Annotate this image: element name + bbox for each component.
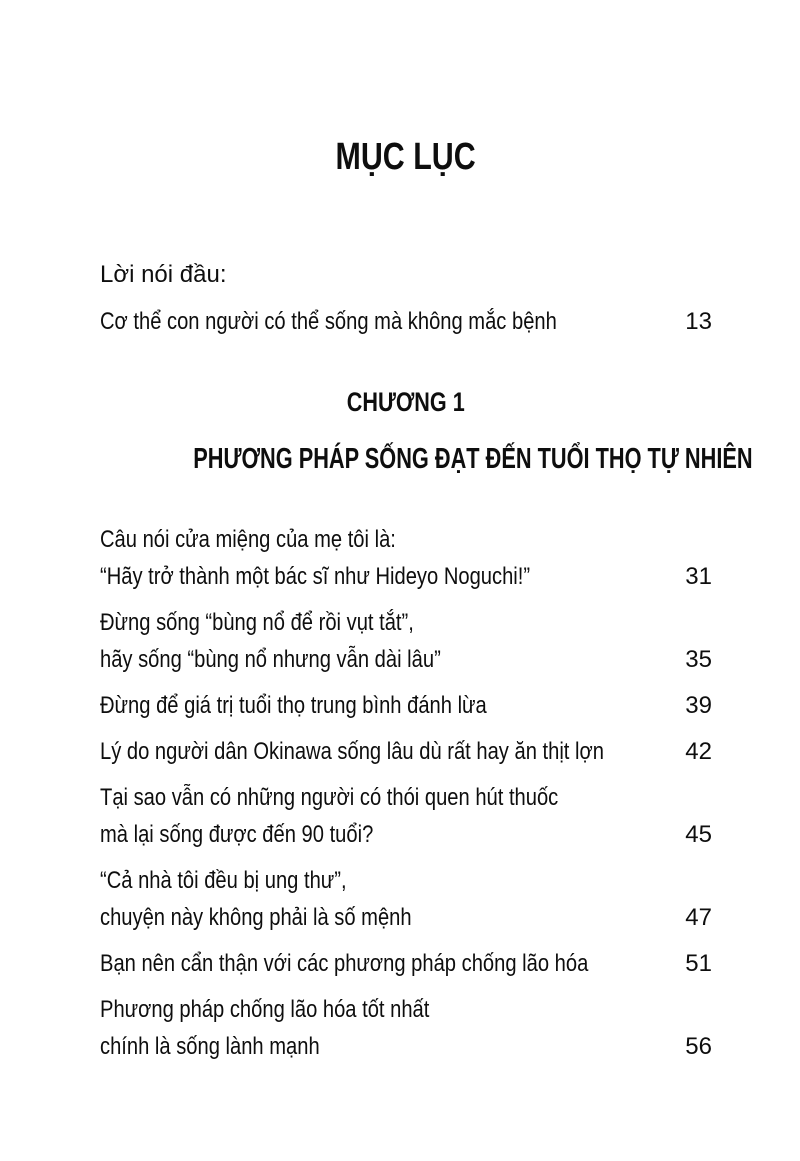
toc-entry-title xyxy=(100,604,614,678)
toc-list xyxy=(100,521,712,1065)
toc-entry-page-number: 47 xyxy=(685,903,712,931)
toc-entry xyxy=(100,862,712,936)
toc-entry-title xyxy=(100,991,614,1065)
toc-entry xyxy=(100,604,712,678)
toc-entry-line: “Cả nhà tôi đều bị ung thư”, xyxy=(100,866,347,894)
toc-entry-line: mà lại sống được đến 90 tuổi? xyxy=(100,820,374,848)
toc-entry-page-number: 42 xyxy=(685,737,712,765)
toc-entry xyxy=(100,945,712,982)
toc-entry-title xyxy=(100,779,614,853)
toc-entry xyxy=(100,687,712,724)
toc-entry-line: Câu nói cửa miệng của mẹ tôi là: xyxy=(100,525,396,553)
toc-entry-page-number: 45 xyxy=(685,820,712,848)
toc-entry-page-number: 31 xyxy=(685,562,712,590)
page-title-text: MỤC LỤC xyxy=(335,136,477,178)
page-title xyxy=(100,136,712,180)
toc-entry-page-number: 39 xyxy=(685,691,712,719)
toc-entry-title xyxy=(100,521,614,595)
toc-entry-line: Phương pháp chống lão hóa tốt nhất xyxy=(100,995,430,1023)
preface-title-text: Cơ thể con người có thể sống mà không mắc bệnh xyxy=(100,307,557,335)
toc-entry-line: “Hãy trở thành một bác sĩ như Hideyo Noguchi!” xyxy=(100,562,531,590)
toc-entry-page-number: 56 xyxy=(685,1032,712,1060)
toc-entry-line: Lý do người dân Okinawa sống lâu dù rất hay ăn thịt lợn xyxy=(100,737,604,765)
preface-page-number: 13 xyxy=(685,307,712,335)
preface-label: Lời nói đầu: xyxy=(100,260,227,288)
toc-entry-title xyxy=(100,862,614,936)
toc-entry xyxy=(100,733,712,770)
preface-entry xyxy=(100,303,712,340)
toc-entry-title xyxy=(100,733,614,770)
toc-entry-line: Bạn nên cẩn thận với các phương pháp chống lão hóa xyxy=(100,949,589,977)
toc-entry-title xyxy=(100,945,614,982)
toc-entry-line: chuyện này không phải là số mệnh xyxy=(100,903,412,931)
toc-entry xyxy=(100,521,712,595)
chapter-title xyxy=(100,442,753,477)
preface-title xyxy=(100,303,614,340)
chapter-number xyxy=(100,386,712,418)
toc-entry-line: hãy sống “bùng nổ nhưng vẫn dài lâu” xyxy=(100,645,441,673)
toc-entry-line: Đừng sống “bùng nổ để rồi vụt tắt”, xyxy=(100,608,414,636)
toc-entry-page-number: 51 xyxy=(685,949,712,977)
preface-section xyxy=(100,256,712,340)
toc-entry-line: Tại sao vẫn có những người có thói quen hút thuốc xyxy=(100,783,559,811)
toc-entry xyxy=(100,991,712,1065)
chapter-number-text: CHƯƠNG 1 xyxy=(347,386,465,417)
toc-entry-line: chính là sống lành mạnh xyxy=(100,1032,320,1060)
toc-entry-page-number: 35 xyxy=(685,645,712,673)
toc-entry-line: Đừng để giá trị tuổi thọ trung bình đánh lừa xyxy=(100,691,487,719)
toc-entry-title xyxy=(100,687,614,724)
chapter-title-text: PHƯƠNG PHÁP SỐNG ĐẠT ĐẾN TUỔI THỌ TỰ NHIÊN xyxy=(193,443,753,476)
toc-entry xyxy=(100,779,712,853)
